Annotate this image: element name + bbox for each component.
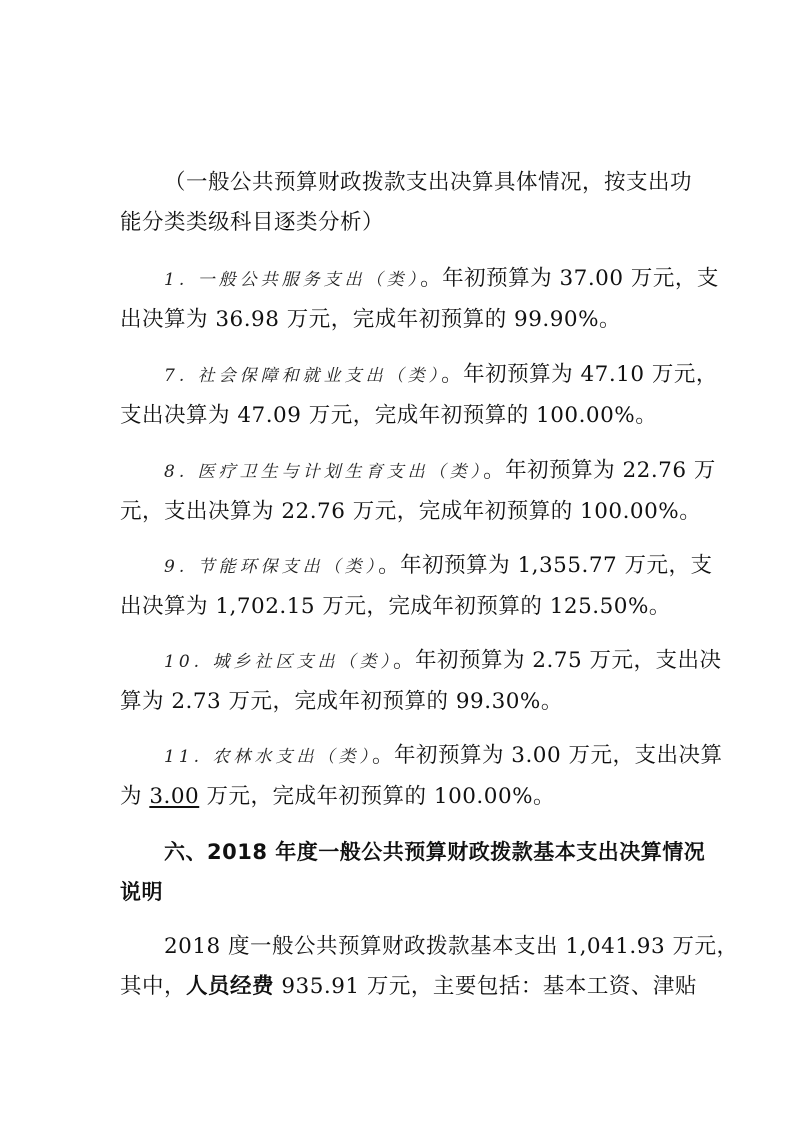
handwritten-label: 9. 节能环保支出（类） [164, 557, 379, 577]
item-text-post: 万元，完成年初预算的 100.00%。 [199, 784, 556, 809]
basic-text-pre: 其中， [120, 974, 187, 999]
item-1-paragraph [120, 259, 719, 340]
basic-expenditure-paragraph [120, 927, 739, 1007]
section-6-heading [120, 832, 706, 912]
item-line-2: 出决算为 36.98 万元，完成年初预算的 99.90%。 [120, 307, 622, 332]
basic-line-2 [120, 967, 697, 1007]
underlined-value: 3.00 [149, 784, 200, 809]
item-7-paragraph [120, 355, 718, 436]
item-line-2: 支出决算为 47.09 万元，完成年初预算的 100.00%。 [120, 403, 658, 428]
item-line-1 [120, 546, 713, 587]
item-text: 。年初预算为 22.76 万 [483, 458, 716, 483]
item-line-2: 算为 2.73 万元，完成年初预算的 99.30%。 [120, 689, 563, 714]
item-line-1 [120, 451, 716, 492]
item-line-2: 元，支出决算为 22.76 万元，完成年初预算的 100.00%。 [120, 499, 702, 524]
bold-term: 人员经费 [186, 974, 275, 999]
basic-line-1: 2018 度一般公共预算财政拨款基本支出 1,041.93 万元， [164, 934, 739, 959]
handwritten-label: 11. 农林水支出（类） [164, 747, 372, 767]
heading-line-1: 六、2018 年度一般公共预算财政拨款基本支出决算情况 [164, 840, 706, 864]
item-line-2: 出决算为 1,702.15 万元，完成年初预算的 125.50%。 [120, 594, 671, 619]
item-text: 。年初预算为 1,355.77 万元，支 [378, 553, 713, 578]
item-text: 。年初预算为 3.00 万元，支出决算 [371, 743, 723, 768]
item-text: 。年初预算为 47.10 万元， [441, 362, 718, 387]
item-9-paragraph [120, 546, 713, 627]
intro-paragraph [120, 163, 693, 243]
intro-line-1: （一般公共预算财政拨款支出决算具体情况，按支出功 [164, 170, 693, 195]
handwritten-label: 1. 一般公共服务支出（类） [164, 270, 421, 290]
item-11-paragraph [120, 736, 723, 817]
item-line-1 [120, 355, 718, 396]
handwritten-label: 10. 城乡社区支出（类） [164, 652, 393, 672]
basic-text-post: 935.91 万元，主要包括：基本工资、津贴 [274, 974, 697, 999]
handwritten-label: 8. 医疗卫生与计划生育支出（类） [164, 462, 484, 482]
item-8-paragraph [120, 451, 716, 532]
item-line-2 [120, 777, 675, 817]
item-line-1 [120, 641, 722, 682]
heading-line-2: 说明 [120, 880, 163, 904]
item-10-paragraph [120, 641, 722, 722]
item-text: 。年初预算为 2.75 万元，支出决 [392, 648, 722, 673]
intro-line-2: 能分类类级科目逐类分析） [120, 210, 385, 235]
handwritten-label: 7. 社会保障和就业支出（类） [164, 366, 442, 386]
item-text: 。年初预算为 37.00 万元，支 [420, 266, 719, 291]
item-text-pre: 为 [120, 784, 150, 809]
item-line-1 [120, 736, 723, 777]
item-line-1 [120, 259, 719, 300]
